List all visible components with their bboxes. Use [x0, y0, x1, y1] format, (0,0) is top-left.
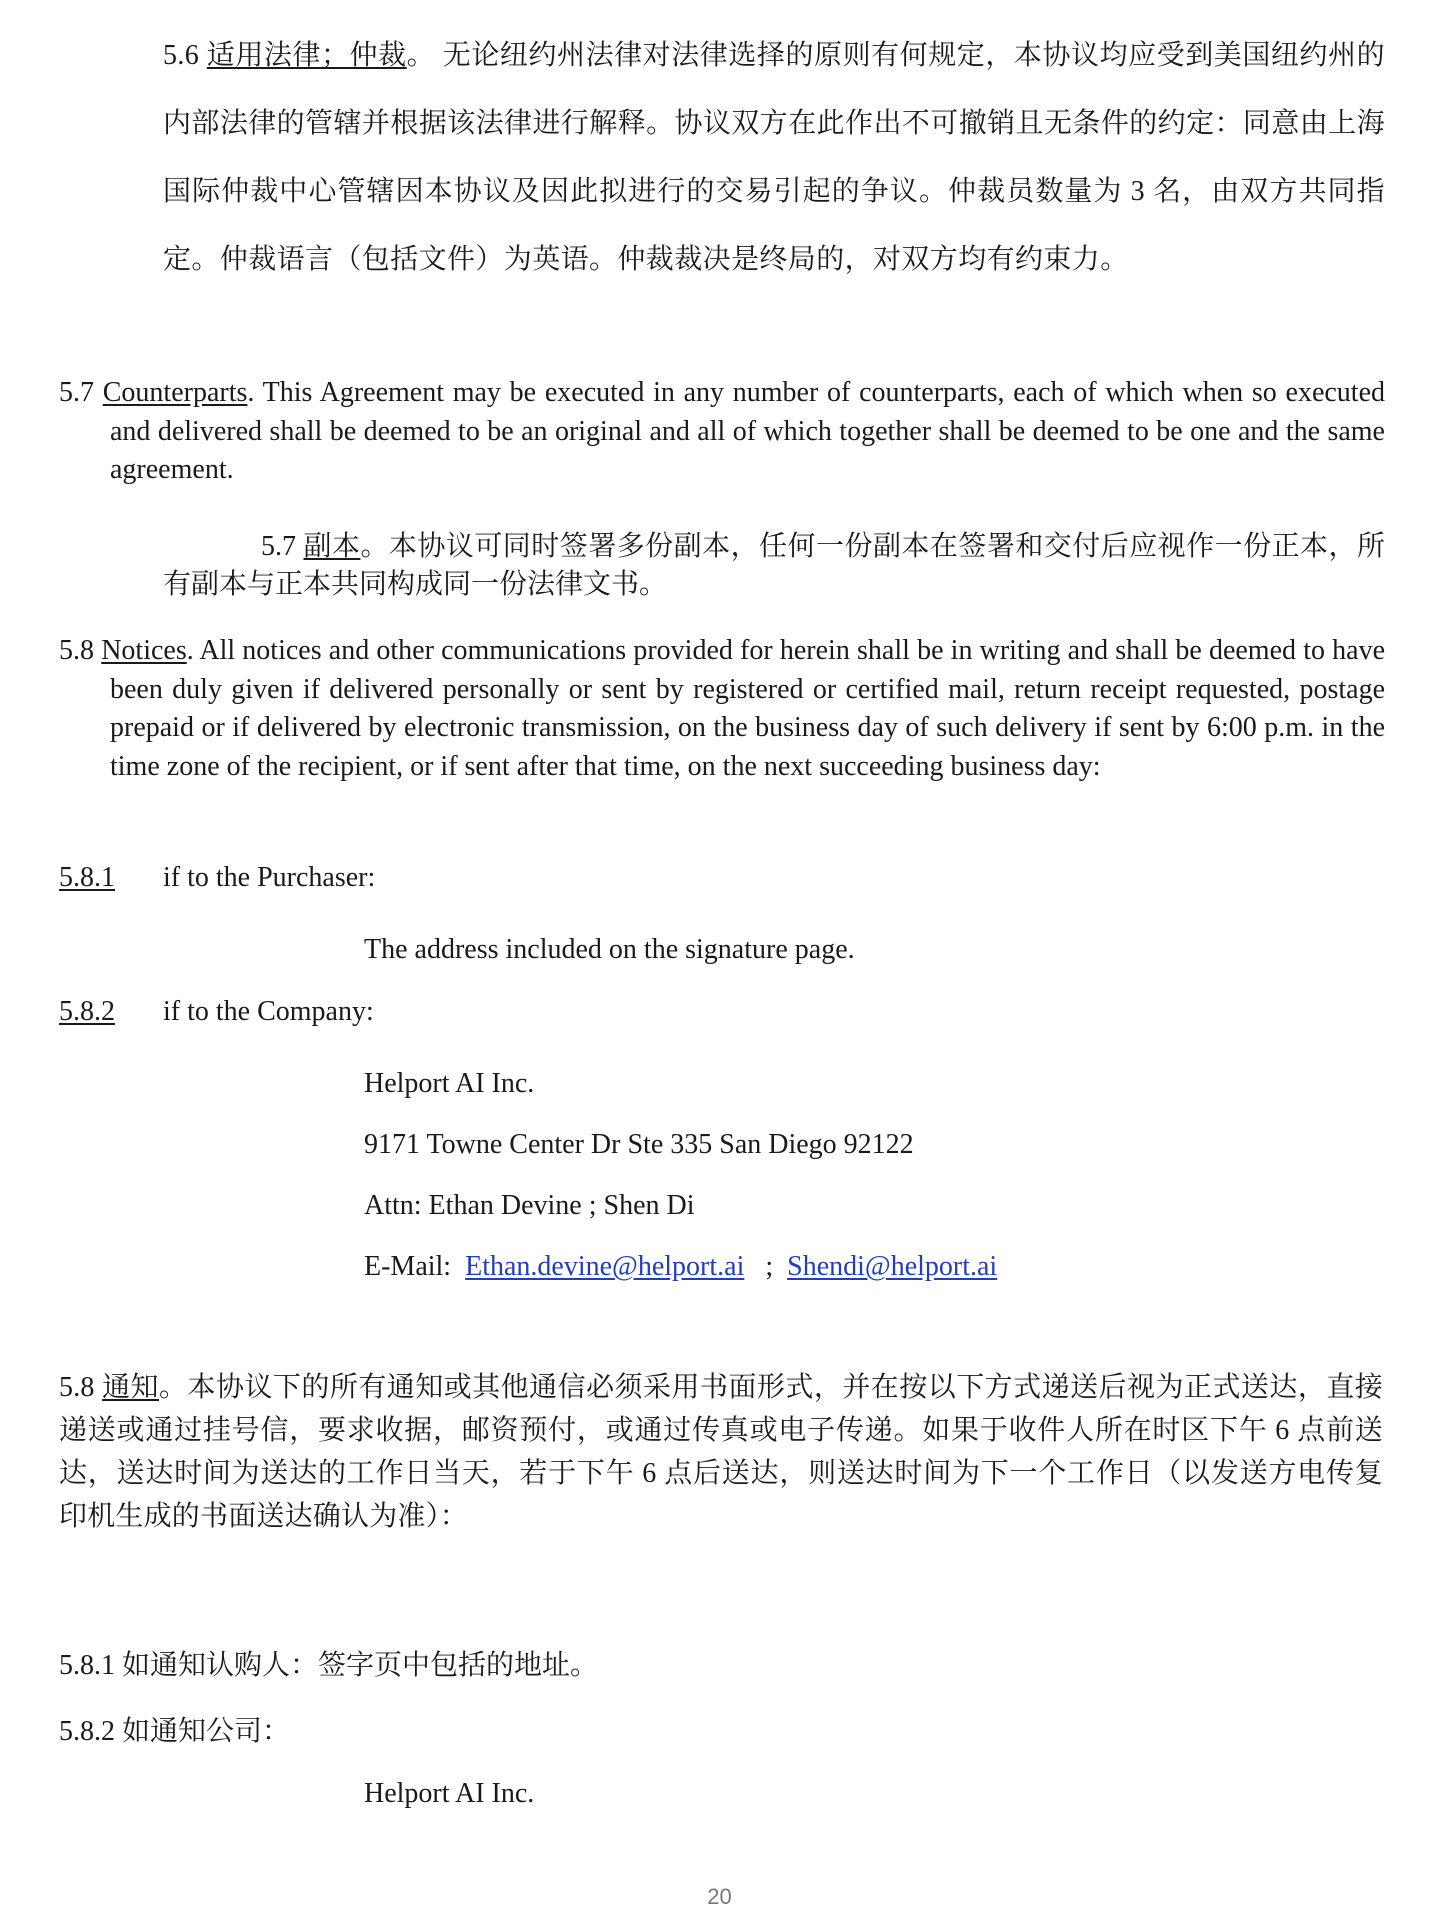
section-number: 5.7 [261, 531, 296, 562]
email-link-shendi[interactable]: Shendi@helport.ai [787, 1251, 998, 1282]
company-attn: Attn: Ethan Devine ; Shen Di [364, 1190, 695, 1221]
subsection-label: if to the Purchaser: [163, 862, 376, 893]
company-name-cn: Helport AI Inc. [364, 1778, 535, 1809]
section-5-8-cn [59, 1366, 1383, 1538]
section-5-8-en [59, 632, 1385, 786]
section-heading: 通知 [102, 1372, 160, 1403]
section-heading: 适用法律；仲裁 [206, 40, 407, 71]
company-name: Helport AI Inc. [364, 1068, 535, 1099]
email-link-ethan[interactable]: Ethan.devine@helport.ai [465, 1251, 745, 1282]
section-text: 。本协议下的所有通知或其他通信必须采用书面形式，并在按以下方式递送后视为正式送达，直接递送或通过挂号信，要求收据，邮资预付，或通过传真或电子传递。如果于收件人所在时区下午 6 点前送达，送达时间为送达的工作日当天，若于下午 6 点后送达，则送达时间为下一个工作日（以发送方电传复印机生成的书面送达确认为准）： [59, 1372, 1383, 1532]
section-text: . This Agreement may be executed in any number of counterparts, each of which when so executed and delivered shall be deemed to be an original and all of which together shall be deemed to be one and the same agreement. [110, 377, 1386, 485]
page-number: 20 [707, 1884, 732, 1909]
section-text: . All notices and other communications provided for herein shall be in writing and shall be deemed to have been duly given if delivered personally or sent by registered or certified mail, return receipt requested, postage prepaid or if delivered by electronic transmission, on the business day of such delivery if sent by 6:00 p.m. in the time zone of the recipient, or if sent after that time, on the next succeeding business day: [110, 635, 1385, 782]
section-5-6-cn [163, 22, 1385, 294]
purchaser-address: The address included on the signature page. [364, 934, 855, 965]
subsection-label: if to the Company: [163, 996, 374, 1027]
section-text: 。本协议可同时签署多份副本，任何一份副本在签署和交付后应视作一份正本，所有副本与正本共同构成同一份法律文书。 [163, 531, 1385, 600]
subsection-number: 5.8.2 [59, 996, 115, 1027]
subsection-5-8-2-cn: 5.8.2 如通知公司： [59, 1716, 291, 1747]
company-email [364, 1249, 997, 1285]
section-number: 5.8 [59, 1372, 103, 1403]
section-5-7-cn [163, 528, 1385, 604]
section-text: 。 无论纽约州法律对法律选择的原则有何规定，本协议均应受到美国纽约州的内部法律的管辖并根据该法律进行解释。协议双方在此作出不可撤销且无条件的约定：同意由上海国际仲裁中心管辖因本协议及因此拟进行的交易引起的争议。仲裁员数量为 3 名，由双方共同指定。仲裁语言（包括文件）为英语。仲裁裁决是终局的，对双方均有约束力。 [163, 40, 1385, 275]
section-number: 5.7 [59, 377, 94, 408]
section-number: 5.8 [59, 635, 94, 666]
email-separator: ; [744, 1251, 788, 1282]
section-number: 5.6 [163, 40, 200, 71]
company-street: 9171 Towne Center Dr Ste 335 San Diego 92122 [364, 1129, 914, 1160]
section-5-7-en [59, 374, 1385, 490]
subsection-5-8-1-cn: 5.8.1 如通知认购人：签字页中包括的地址。 [59, 1650, 599, 1681]
section-heading: 副本 [303, 531, 361, 562]
email-label: E-Mail: [364, 1251, 466, 1282]
section-heading: Counterparts [102, 377, 248, 408]
subsection-number: 5.8.1 [59, 862, 115, 893]
section-heading: Notices [101, 635, 187, 666]
